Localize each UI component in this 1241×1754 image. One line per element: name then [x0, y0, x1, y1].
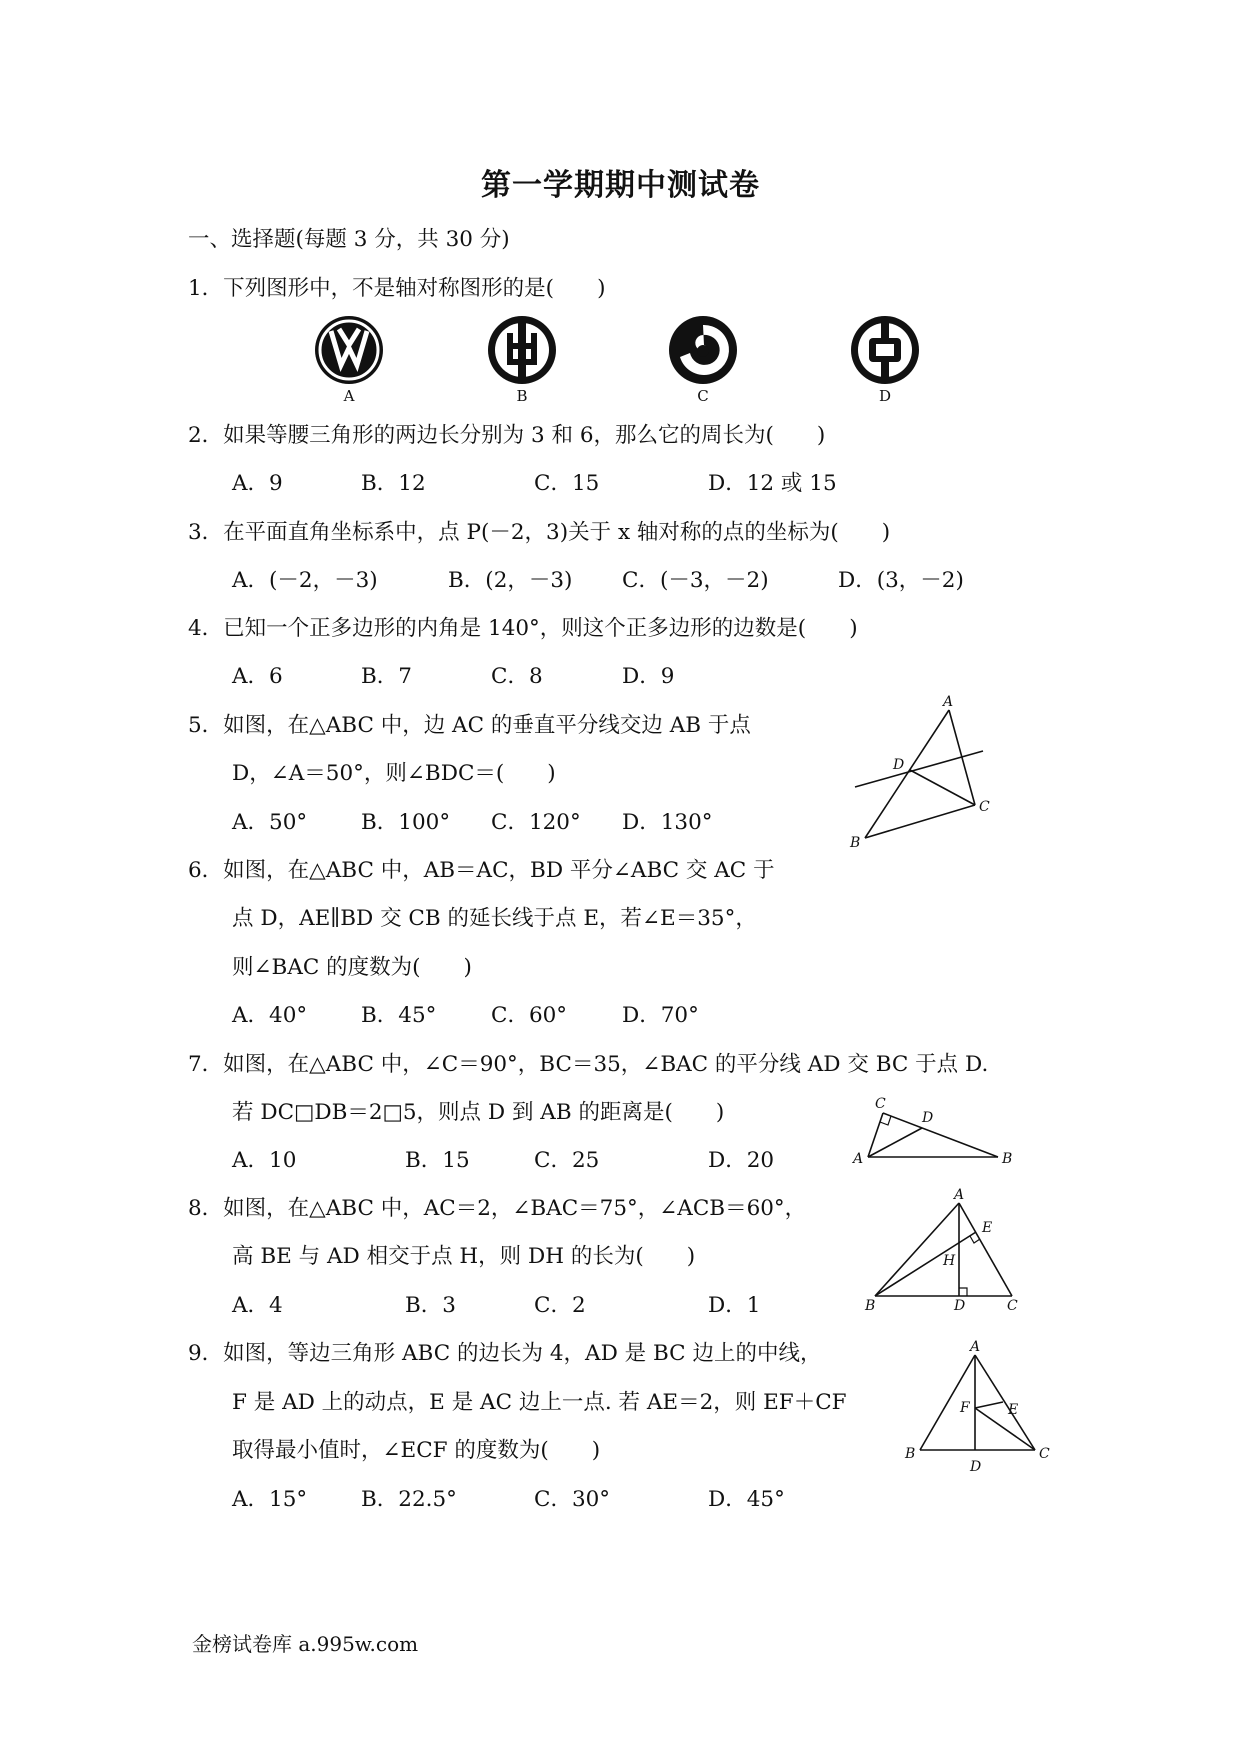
label-a: A [853, 1151, 864, 1167]
option-c: C．15 [534, 471, 600, 496]
option-c: C．120° [491, 810, 581, 835]
label-a: A [954, 1187, 965, 1203]
segment-ab [875, 1203, 959, 1296]
logo-b [487, 315, 557, 405]
question-1-text: 1．下列图形中，不是轴对称图形的是( ) [188, 276, 606, 301]
segment-fc [975, 1408, 1035, 1450]
spiral-logo-icon [669, 316, 737, 384]
logo-label-a: A [343, 387, 355, 405]
option-d: D．12 或 15 [708, 471, 837, 496]
option-b: B．(2，－3) [448, 568, 573, 593]
logo-label-b: B [516, 387, 528, 405]
label-d: D [970, 1459, 982, 1475]
option-a: A．50° [232, 810, 308, 835]
figure-q9 [895, 1340, 1055, 1480]
label-a: A [943, 694, 954, 710]
option-d: D．20 [708, 1148, 775, 1173]
option-c: C．60° [491, 1003, 568, 1028]
option-d: D．1 [708, 1293, 761, 1318]
segment-cb [883, 1113, 998, 1157]
question-7-text-line1: 7．如图，在△ABC 中，∠C＝90°，BC＝35，∠BAC 的平分线 AD 交 BC 于点 D. [188, 1052, 989, 1077]
option-b: B．7 [361, 664, 412, 689]
footer-source: 金榜试卷库 a.995w.com [192, 1632, 419, 1656]
question-6-text-line1: 6．如图，在△ABC 中，AB＝AC，BD 平分∠ABC 交 AC 于 [188, 858, 775, 883]
label-b: B [905, 1446, 916, 1462]
logo-c [668, 315, 738, 405]
option-c: C．2 [534, 1293, 586, 1318]
option-c: C．30° [534, 1487, 611, 1512]
option-d: D．(3，－2) [838, 568, 964, 593]
question-8-text-line2: 高 BE 与 AD 相交于点 H，则 DH 的长为( ) [232, 1244, 696, 1269]
label-e: E [982, 1220, 993, 1236]
question-9-text-line1: 9．如图，等边三角形 ABC 的边长为 4，AD 是 BC 边上的中线， [188, 1341, 822, 1366]
logo-label-d: D [878, 387, 892, 405]
figure-q7 [848, 1095, 1018, 1170]
boc-logo-icon [851, 316, 919, 384]
logo-label-c: C [697, 387, 709, 405]
question-6-text-line2: 点 D，AE∥BD 交 CB 的延长线于点 E，若∠E＝35°， [232, 906, 757, 931]
option-b: B．3 [405, 1293, 456, 1318]
segment-bc [865, 805, 975, 838]
option-b: B．22.5° [361, 1487, 457, 1512]
figure-q5 [845, 695, 995, 855]
question-2-text: 2．如果等腰三角形的两边长分别为 3 和 6，那么它的周长为( ) [188, 423, 826, 448]
abc-bank-logo-icon [488, 316, 556, 384]
option-b: B．45° [361, 1003, 437, 1028]
option-c: C．(－3，－2) [622, 568, 769, 593]
label-c: C [979, 799, 990, 815]
figure-q8 [860, 1188, 1030, 1313]
option-d: D．9 [622, 664, 675, 689]
option-d: D．130° [622, 810, 713, 835]
question-6-text-line3: 则∠BAC 的度数为( ) [232, 955, 472, 980]
label-c: C [1039, 1446, 1050, 1462]
option-a: A．9 [232, 471, 283, 496]
option-c: C．25 [534, 1148, 600, 1173]
right-angle-mark-d [959, 1288, 967, 1296]
segment-dc [910, 770, 975, 805]
page-title: 第一学期期中测试卷 [481, 168, 760, 203]
segment-ab [865, 710, 949, 838]
label-b: B [850, 835, 861, 851]
label-a: A [970, 1339, 981, 1355]
vw-logo-icon [315, 316, 383, 384]
label-b: B [865, 1298, 876, 1314]
option-a: A．4 [232, 1293, 283, 1318]
question-5-text-line1: 5．如图，在△ABC 中，边 AC 的垂直平分线交边 AB 于点 [188, 713, 751, 738]
option-c: C．8 [491, 664, 543, 689]
segment-fe [975, 1402, 1003, 1408]
label-b: B [1002, 1151, 1013, 1167]
logo-a [314, 315, 384, 405]
option-a: A．40° [232, 1003, 308, 1028]
section-heading: 一、选择题(每题 3 分，共 30 分) [188, 227, 510, 252]
label-d: D [893, 757, 905, 773]
option-a: A．15° [232, 1487, 308, 1512]
question-5-text-line2: D，∠A＝50°，则∠BDC＝( ) [232, 761, 556, 786]
question-9-text-line3: 取得最小值时，∠ECF 的度数为( ) [232, 1438, 601, 1463]
label-d: D [954, 1298, 966, 1314]
option-a: A．(－2，－3) [232, 568, 378, 593]
label-c: C [875, 1096, 886, 1112]
segment-ac [975, 1355, 1035, 1450]
option-d: D．45° [708, 1487, 785, 1512]
option-a: A．10 [232, 1148, 297, 1173]
question-8-text-line1: 8．如图，在△ABC 中，AC＝2，∠BAC＝75°，∠ACB＝60°， [188, 1196, 807, 1221]
logo-d [850, 315, 920, 405]
question-9-text-line2: F 是 AD 上的动点，E 是 AC 边上一点. 若 AE＝2，则 EF＋CF [232, 1390, 847, 1415]
option-b: B．12 [361, 471, 426, 496]
option-b: B．15 [405, 1148, 470, 1173]
label-d: D [922, 1110, 934, 1126]
question-4-text: 4．已知一个正多边形的内角是 140°，则这个正多边形的边数是( ) [188, 616, 858, 641]
altitude-be [875, 1232, 976, 1296]
label-e: E [1008, 1402, 1019, 1418]
option-b: B．100° [361, 810, 451, 835]
label-h: H [943, 1253, 956, 1269]
option-a: A．6 [232, 664, 283, 689]
label-c: C [1007, 1298, 1018, 1314]
option-d: D．70° [622, 1003, 699, 1028]
segment-ac [959, 1203, 1012, 1296]
label-f: F [960, 1400, 970, 1416]
question-7-text-line2: 若 DC□DB＝2□5，则点 D 到 AB 的距离是( ) [232, 1100, 725, 1125]
question-3-text: 3．在平面直角坐标系中，点 P(－2，3)关于 x 轴对称的点的坐标为( ) [188, 520, 891, 545]
